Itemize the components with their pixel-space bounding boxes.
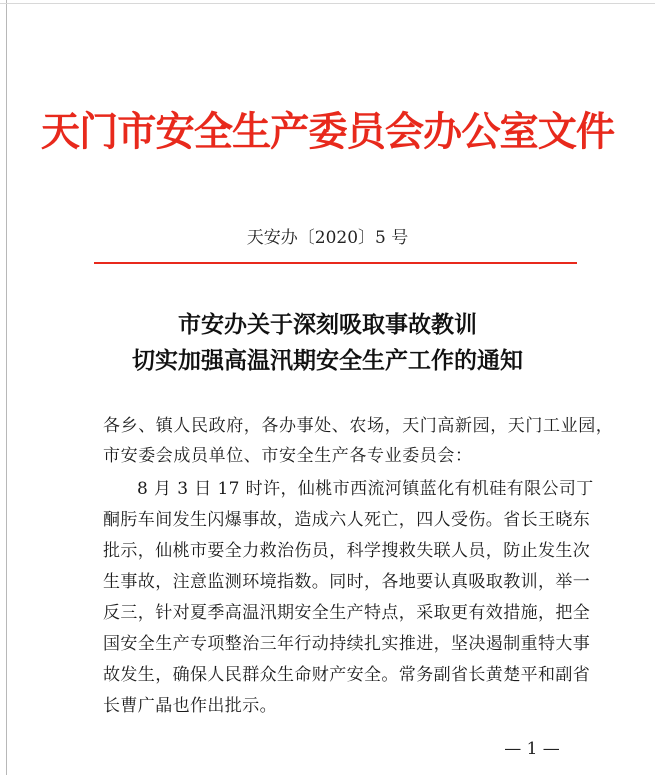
page-number: — 1 — <box>504 739 560 759</box>
body-line-7: 故发生，确保人民群众生命财产安全。常务副省长黄楚平和副省 <box>103 665 591 685</box>
body-line-8: 长曹广晶也作出批示。 <box>103 696 277 716</box>
document-header-title: 天门市安全生产委员会办公室文件 <box>40 109 615 155</box>
body-line-3: 批示，仙桃市要全力救治伤员，科学搜救失联人员，防止发生次 <box>103 541 591 561</box>
header-divider-rule <box>94 262 577 264</box>
body-paragraph <box>103 474 593 722</box>
body-line-5: 反三，针对夏季高温汛期安全生产特点，采取更有效措施，把全 <box>103 603 591 623</box>
notice-title-line-1: 市安办关于深刻吸取事故教训 <box>178 311 477 338</box>
notice-title <box>0 307 655 379</box>
addressee-line-2: 市安委会成员单位、市安全生产各专业委员会： <box>103 446 473 466</box>
page-edge-top <box>0 3 655 4</box>
body-line-4: 生事故，注意监测环境指数。同时，各地要认真吸取教训，举一 <box>103 572 591 592</box>
body-line-2: 酮肟车间发生闪爆事故，造成六人死亡，四人受伤。省长王晓东 <box>103 510 591 530</box>
document-number: 天安办〔2020〕5 号 <box>246 228 409 248</box>
body-line-1: 8 月 3 日 17 时许，仙桃市西流河镇蓝化有机硅有限公司丁 <box>137 479 594 499</box>
addressee-block <box>103 411 614 471</box>
addressee-line-1: 各乡、镇人民政府，各办事处、农场，天门高新园，天门工业园， <box>103 416 614 436</box>
notice-title-line-2: 切实加强高温汛期安全生产工作的通知 <box>132 347 523 374</box>
body-line-6: 国安全生产专项整治三年行动持续扎实推进，坚决遏制重特大事 <box>103 634 591 654</box>
